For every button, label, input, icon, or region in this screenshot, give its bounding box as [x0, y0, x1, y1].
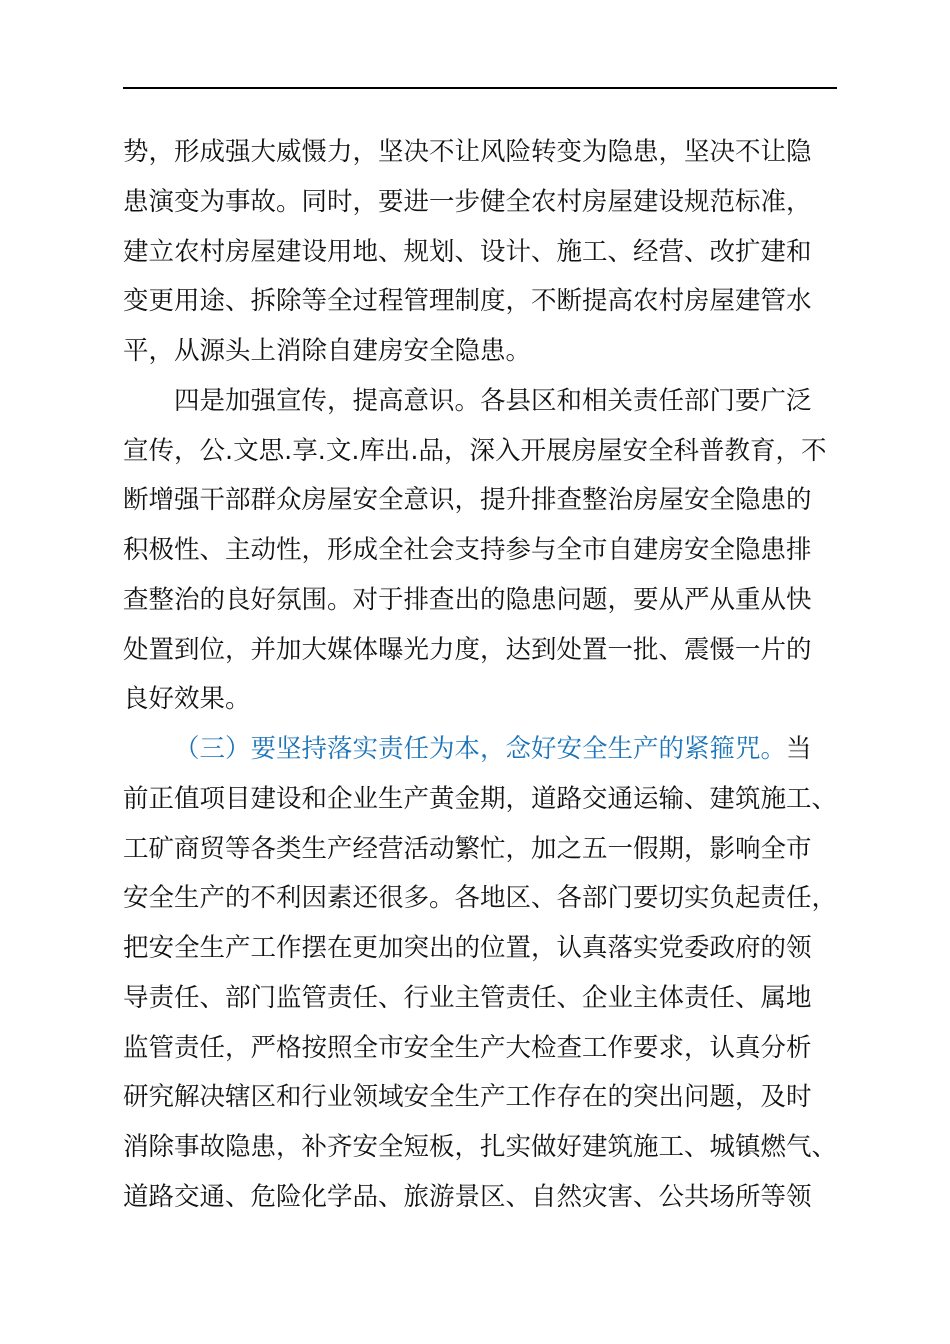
- paragraph-2: [123, 377, 843, 725]
- text-line: 导责任、部门监管责任、行业主管责任、企业主体责任、属地: [123, 982, 812, 1013]
- text-line: 变更用途、拆除等全过程管理制度，不断提高农村房屋建管水: [123, 286, 812, 317]
- document-body: [123, 128, 843, 1223]
- text-line: 把安全生产工作摆在更加突出的位置，认真落实党委政府的领: [123, 933, 812, 963]
- section-heading: （三）要坚持落实责任为本，念好安全生产的紧箍咒。: [174, 734, 787, 764]
- text-line: 查整治的良好氛围。对于排查出的隐患问题，要从严从重从快: [123, 584, 812, 615]
- text-line: 工矿商贸等各类生产经营活动繁忙，加之五一假期，影响全市: [123, 833, 812, 864]
- text-line: 前正值项目建设和企业生产黄金期，道路交通运输、建筑施工、: [123, 783, 838, 814]
- text-line: 良好效果。: [123, 684, 251, 715]
- text-line: 建立农村房屋建设用地、规划、设计、施工、经营、改扩建和: [123, 236, 812, 267]
- text-line: 断增强干部群众房屋安全意识，提升排查整治房屋安全隐患的: [123, 485, 812, 516]
- text-line: 势，形成强大威慑力，坚决不让风险转变为隐患，坚决不让隐: [123, 137, 812, 167]
- text-line-with-heading: [123, 725, 843, 775]
- text-line: 监管责任，严格按照全市安全生产大检查工作要求，认真分析: [123, 1032, 812, 1063]
- paragraph-3: [123, 725, 843, 1223]
- text-line: 宣传，公.文思.享.文.库出.品，深入开展房屋安全科普教育，不: [123, 435, 827, 466]
- text-run: 当: [786, 734, 812, 764]
- text-line: 安全生产的不利因素还很多。各地区、各部门要切实负起责任，: [123, 883, 838, 914]
- text-line: 消除事故隐患，补齐安全短板，扎实做好建筑施工、城镇燃气、: [123, 1132, 838, 1162]
- text-line: 道路交通、危险化学品、旅游景区、自然灾害、公共场所等领: [123, 1181, 812, 1212]
- text-line: 研究解决辖区和行业领域安全生产工作存在的突出问题，及时: [123, 1082, 812, 1113]
- text-line: 处置到位，并加大媒体曝光力度，达到处置一批、震慑一片的: [123, 634, 812, 665]
- header-rule: [123, 87, 837, 89]
- text-line: 积极性、主动性，形成全社会支持参与全市自建房安全隐患排: [123, 535, 812, 565]
- text-line: 四是加强宣传，提高意识。各县区和相关责任部门要广泛: [174, 385, 812, 416]
- text-line: 患演变为事故。同时，要进一步健全农村房屋建设规范标准，: [123, 186, 812, 217]
- paragraph-1: [123, 128, 843, 377]
- text-line: 平，从源头上消除自建房安全隐患。: [123, 336, 532, 366]
